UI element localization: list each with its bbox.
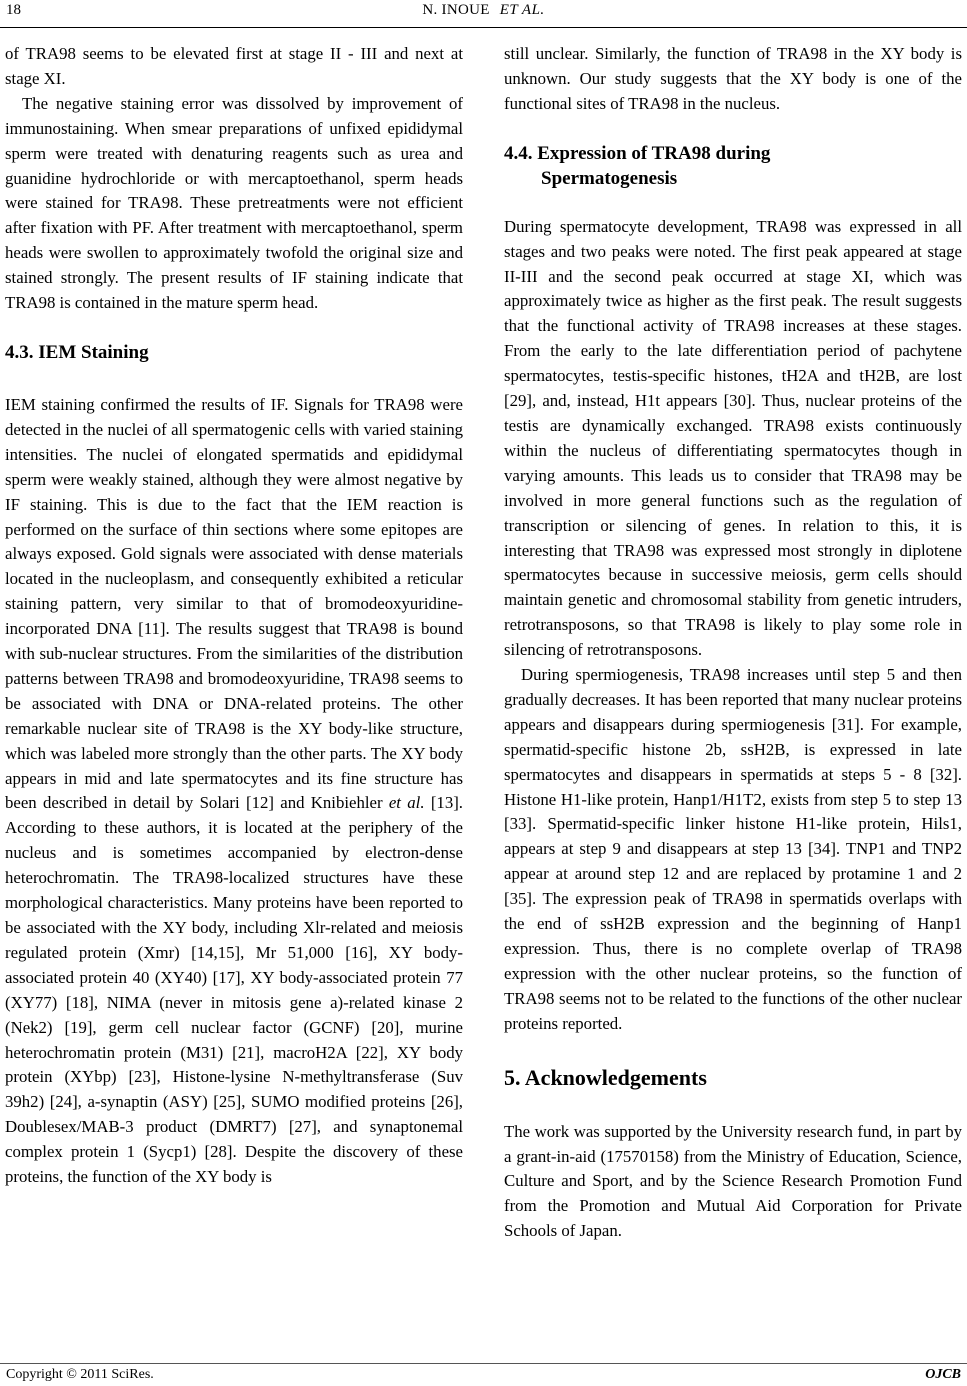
paragraph-text: [13]. According to these authors, it is located at the periphery of the nucleus and is sometimes accompanied by electron-dense heterochromatin. The TRA98-localized structures have these morphological characteristics. Many proteins have been reported to be associated with the XY body, including Xlr-related and meiosis regulated protein (Xmr) [14,15], Mr 51,000 [16], XY body-associated protein 40 (XY40) [17], XY body-associated protein 77 (XY77) [18], NIMA (never in mitosis gene a)-related kinase 2 (Nek2) [19], germ cell nuclear factor (GCNF) [20], murine heterochromatin protein (M31) [21], macroH2A [22], XY body protein (XYbp) [23], Histone-lysine N-methyltransferase (Suv 39h2) [24], a-synaptin (ASY) [25], SUMO modified proteins [26], Doublesex/MAB-3 product (DMRT7) [27], and synaptonemal complex protein 1 (Sycp1) [28]. Despite the discovery of these proteins, the function of the XY body is	[5, 793, 463, 1187]
left-column	[5, 42, 463, 1190]
paragraph: During spermatocyte development, TRA98 was expressed in all stages and two peaks were noted. The first peak appeared at stage II-III and the second peak occurred at stage XI, which was approximately twice as higher as the first peak. The result suggests that the functional activity of TRA98 increases at these stages. From the early to the late differentiation period of pachytene spermatocytes, testis-specific histones, tH2A and tH2B, are lost [29], and, instead, H1t appears [30]. Thus, nuclear proteins of the testis are dynamically exchanged. TRA98 exists continuously within the nucleus of differentiating spermatocytes though in varying amounts. This leads us to consider that TRA98 may be involved in more general functions such as the regulation of transcription or silencing of genes. In relation to this, it is interesting that TRA98 was expressed most strongly in diplotene spermatocytes because in successive meiosis, germ cells should maintain genetic and chromosomal stability from genetic intruders, retrotransposons, so that TRA98 is likely to play some role in silencing of retrotransposons.	[504, 216, 962, 660]
paragraph: The work was supported by the University research fund, in part by a grant-in-aid (17570158) from the Ministry of Education, Science, Culture and Sport, and by the Science Research Promotion Fund from the Promotion and Mutual Aid Corporation for Private Schools of Japan.	[504, 1121, 962, 1241]
running-head	[0, 2, 967, 19]
right-column	[504, 42, 962, 1244]
copyright: Copyright © 2011 SciRes.	[6, 1367, 154, 1382]
paragraph: of TRA98 seems to be elevated first at stage II - III and next at stage XI.	[5, 44, 463, 88]
heading-line: Spermatogenesis	[541, 167, 678, 189]
paragraph: The negative staining error was dissolved by improvement of immunostaining. When smear preparations of unfixed epididymal sperm were treated with denaturing reagents such as urea and guanidine hydrochloride or with mercaptoethanol, sperm heads were stained for TRA98. These pretreatments were not efficient after fixation with PF. After treatment with mercaptoethanol, sperm heads were swollen to approximately twofold the original size and stained strongly. The present results of IF staining indicate that TRA98 is contained in the mature sperm head.	[5, 93, 463, 313]
header-rule	[0, 27, 967, 28]
running-head-et-al: ET AL.	[499, 2, 545, 18]
paragraph: During spermiogenesis, TRA98 increases until step 5 and then gradually decreases. It has been reported that many nuclear proteins appears and disappears during spermiogenesis [31]. For example, spermatid-specific histone 2b, ssH2B, is expressed in late spermatocytes and disappears in spermatids at steps 5 - 8 [32]. Histone H1-like protein, Hanp1/H1T2, exists from step 5 to step 13 [33]. Spermatid-specific linker histone H1-like protein, Hils1, appears at step 9 and disappears at step 13 [34]. TNP1 and TNP2 appear at around step 12 and are replaced by protamine 1 and 2 [35]. The expression peak of TRA98 in spermatids overlaps with the end of ssH2B expression and the beginning of Hanp1 expression. Thus, there is no complete overlap of TRA98 expression with the other nuclear proteins, so the function of TRA98 seems not to be related to the functions of the other nuclear proteins reported.	[504, 665, 962, 1033]
et-al-italic: et al.	[388, 793, 425, 813]
footer-rule	[0, 1363, 967, 1364]
running-head-authors: N. INOUE	[422, 2, 490, 18]
paragraph: still unclear. Similarly, the function of TRA98 in the XY body is unknown. Our study suggests that the XY body is one of the functional sites of TRA98 in the nucleus.	[504, 44, 962, 113]
paragraph	[5, 393, 463, 1190]
section-heading-4-3: 4.3. IEM Staining	[5, 341, 149, 363]
heading-line: 4.4. Expression of TRA98 during	[504, 142, 771, 164]
paragraph-text: IEM staining confirmed the results of IF. Signals for TRA98 were detected in the nuclei of all spermatogenic cells with varied staining intensities. The nuclei of elongated spermatids and epididymal sperm were weakly stained, although they were almost negative by IF staining. This is due to the fact that the IEM reaction is performed on the surface of thin sections where some epitopes are always exposed. Gold signals were associated with dense materials located in the nucleoplasm, and consequently exhibited a reticular staining pattern, very similar to that of bromodeoxyuridine-incorporated DNA [11]. The results suggest that TRA98 is bound with sub-nuclear structures. From the similarities of the distribution patterns between TRA98 and bromodeoxyuridine, TRA98 seems to be associated with DNA or DNA-related proteins. The other remarkable nuclear site of TRA98 is the XY body-like structure, which was labeled more strongly than the other parts. The XY body appears in mid and late spermatocytes and its fine structure has been described in detail by Solari [12] and Knibiehler	[5, 394, 463, 813]
section-heading-4-4	[504, 141, 962, 191]
journal-abbrev: OJCB	[925, 1367, 961, 1382]
page-number: 18	[6, 2, 21, 18]
section-heading-5: 5. Acknowledgements	[504, 1064, 707, 1090]
